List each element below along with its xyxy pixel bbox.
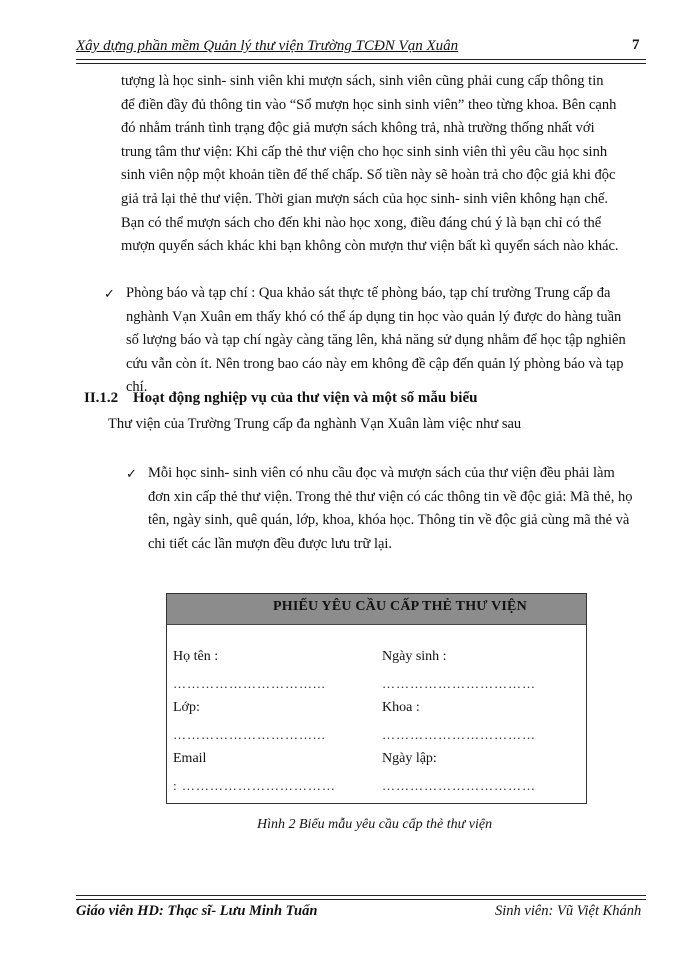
footer-rule [76,899,646,900]
form-header [167,594,586,625]
text-line: chi tiết các lần mượn đều được lưu trữ lại. [148,535,393,552]
text-line: chí. [126,379,148,396]
section-title: Hoạt động nghiệp vụ của thư viện và một số mẫu biểu [133,390,478,406]
class-field-dots: …………………………... [173,727,326,742]
dob-label: Ngày sinh : [382,649,447,664]
bullet-library-card [126,462,656,556]
checkmark-icon: ✓ [126,467,137,482]
faculty-field-dots: …………………………… [382,727,536,742]
section-number: II.1.2 [84,390,119,406]
figure-caption: Hình 2 Biểu mẫu yêu cầu cấp thẻ thư viện [257,817,493,832]
dob-field-dots: …………………………… [382,676,536,691]
bullet-newspaper-room [104,282,654,400]
text-line: Phòng báo và tạp chí : Qua khảo sát thực tế phòng báo, tạp chí trường Trung cấp đa [126,285,611,301]
text-line: đơn xin cấp thẻ thư viện. Trong thẻ thư viện có các thông tin về độc giả: Mã thẻ, họ [148,488,633,505]
text-line: số lượng báo và tạp chí ngày càng tăng lên, khả năng sử dụng nhằm để học tập nghiên [126,332,626,349]
created-date-label: Ngày lập: [382,751,437,766]
text-line: trung tâm thư viện: Khi cấp thẻ thư viện cho học sinh sinh viên thì yêu cầu học sinh [121,143,608,160]
section-heading [84,390,477,407]
created-date-field-dots: …………………………… [382,778,536,793]
text-line: tượng là học sinh- sinh viên khi mượn sách, sinh viên cũng phải cung cấp thông tin [121,73,604,89]
header-title: Xây dựng phần mềm Quản lý thư viện Trường TCĐN Vạn Xuân [76,38,459,54]
footer-rule-thin [76,895,646,896]
faculty-label: Khoa : [382,700,420,715]
text-line: tên, ngày sinh, quê quán, lớp, khoa, khóa học. Thông tin về độc giả cùng mã thẻ và [148,512,630,529]
checkmark-icon: ✓ [104,287,115,302]
text-line: mượn quyển sách khác khi bạn không còn mượn thư viện bất kì quyển sách nào khác. [121,238,619,255]
footer-student: Sinh viên: Vũ Việt Khánh [495,903,642,919]
intro-text: Thư viện của Trường Trung cấp đa nghành Vạn Xuân làm việc như sau [108,416,522,432]
text-line: giả trả lại thẻ thư viện. Thời gian mượn sách của học sinh- sinh viên không hạn chế. [121,190,609,207]
name-field-dots: …………………………... [173,676,326,691]
text-line: nghành Vạn Xuân em thấy khó có thể áp dụng tin học vào quản lý được do hàng tuần [126,308,622,325]
library-card-request-form [166,593,587,804]
email-label: Email [173,751,207,766]
class-label: Lớp: [173,700,200,715]
paragraph-1 [121,70,651,259]
bullet-text [148,462,632,556]
header-rule [76,59,646,60]
footer-teacher: Giáo viên HD: Thạc sĩ- Lưu Minh Tuấn [76,903,318,919]
email-field-dots: : …………………………… [173,778,336,793]
text-line: Bạn có thể mượn sách cho đến khi nào học xong, điều đáng chú ý là bạn chỉ có thể [121,214,602,231]
text-line: sinh viên nộp một khoản tiền để thế chấp. Số tiền này sẽ hoàn trả cho độc giả khi độc [121,167,616,184]
text-line: đó nhằm tránh tình trạng độc giả mượn sách không trả, nhà trường thống nhất với [121,120,595,137]
text-line: Mỗi học sinh- sinh viên có nhu cầu đọc và mượn sách của thư viện đều phải làm [148,465,615,481]
bullet-text [126,282,626,400]
form-title: PHIẾU YÊU CẦU CẤP THẺ THƯ VIỆN [273,599,527,614]
name-label: Họ tên : [173,649,219,664]
header-rule-thin [76,63,646,64]
page-number: 7 [632,37,640,53]
text-line: để điền đầy đủ thông tin vào “Sổ mượn học sinh sinh viên” theo từng khoa. Bên cạnh [121,96,617,113]
text-line: cứu vẫn còn ít. Nên trong bao cáo này em không đề cập đến quản lý phòng báo và tạp [126,355,624,372]
